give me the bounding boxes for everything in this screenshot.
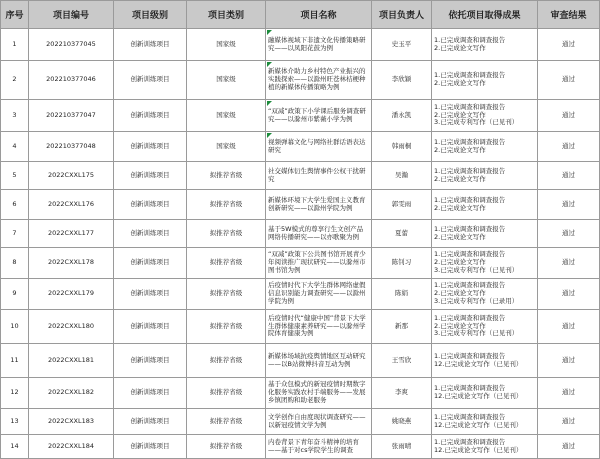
result-line: 1.已完成调查和调查报告 — [434, 71, 506, 80]
cell-seq — [1, 378, 29, 409]
cell-seq — [1, 61, 29, 100]
header-results: 依托项目取得成果 — [432, 1, 538, 29]
header-category: 项目类别 — [187, 1, 266, 29]
cell-results — [432, 344, 538, 378]
cell-project-name-text: 新媒体场域抗疫舆情地区互动研究——以B站微博抖音互动为例 — [268, 351, 366, 368]
cell-leader-text: 吴瀚 — [395, 170, 408, 179]
cell-code — [29, 61, 114, 100]
cell-category-text: 拟推荐省级 — [209, 170, 243, 179]
cell-seq — [1, 310, 29, 344]
table-header-row — [1, 1, 600, 29]
cell-code — [29, 279, 114, 310]
cell-seq — [1, 132, 29, 162]
cell-category — [187, 132, 266, 162]
cell-seq — [1, 162, 29, 190]
cell-review: 通过 — [538, 435, 600, 459]
cell-project-name-text: “双减”政策下公共图书馆开展青少年阅读推广现状研究——以滁州市图书馆为例 — [268, 250, 366, 274]
cell-category — [187, 29, 266, 61]
cell-level — [114, 100, 187, 132]
table-row[interactable] — [1, 220, 600, 248]
table-row[interactable] — [1, 435, 600, 459]
cell-code-text: 2022CXXL180 — [47, 321, 94, 330]
cell-category — [187, 409, 266, 435]
table-row[interactable] — [1, 344, 600, 378]
cell-category — [187, 61, 266, 100]
cell-category-text: 拟推荐省级 — [209, 321, 243, 330]
cell-level — [114, 220, 187, 248]
cell-code — [29, 162, 114, 190]
cell-seq-text: 3 — [12, 110, 17, 119]
cell-code — [29, 132, 114, 162]
result-line: 2.已完成论文写作 — [434, 203, 486, 212]
cell-code — [29, 29, 114, 61]
header-code: 项目编号 — [29, 1, 114, 29]
cell-comment-marker — [267, 62, 272, 67]
table-row[interactable] — [1, 29, 600, 61]
cell-review: 通过 — [538, 190, 600, 220]
table-row[interactable] — [1, 100, 600, 132]
cell-code-text: 2022CXXL184 — [47, 441, 94, 450]
cell-project-name — [266, 61, 372, 100]
cell-leader — [372, 190, 432, 220]
cell-results — [432, 61, 538, 100]
cell-level-text: 创新训练项目 — [130, 416, 170, 425]
cell-review: 通过 — [538, 409, 600, 435]
cell-results — [432, 100, 538, 132]
cell-level — [114, 409, 187, 435]
result-line: 1.已完成调查和调查报告 — [434, 35, 506, 44]
cell-seq — [1, 248, 29, 279]
cell-leader — [372, 310, 432, 344]
cell-project-name — [266, 310, 372, 344]
cell-review: 通过 — [538, 162, 600, 190]
cell-level — [114, 132, 187, 162]
cell-leader-text: 夏蕾 — [395, 228, 408, 237]
cell-project-name — [266, 378, 372, 409]
cell-seq-text: 1 — [12, 39, 17, 48]
cell-leader — [372, 279, 432, 310]
cell-results — [432, 378, 538, 409]
table-row[interactable] — [1, 61, 600, 100]
cell-results — [432, 279, 538, 310]
cell-category-text: 拟推荐省级 — [209, 289, 243, 298]
table-row[interactable] — [1, 162, 600, 190]
cell-category-text: 拟推荐省级 — [209, 355, 243, 364]
cell-category — [187, 310, 266, 344]
cell-seq — [1, 29, 29, 61]
result-line: 2.已完成论文写作 — [434, 145, 486, 154]
result-line: 1.已完成调查和调查报告 — [434, 224, 506, 233]
cell-results — [432, 162, 538, 190]
cell-leader-text: 史玉平 — [391, 39, 412, 48]
cell-category-text: 拟推荐省级 — [209, 388, 243, 397]
result-line: 12.已完成论文写作（已见刊） — [434, 445, 523, 454]
cell-project-name-text: 社交媒体衍生舆情事件公权干扰研究 — [268, 166, 366, 183]
cell-project-name-text: 基于众包模式的新冠疫情时期数字化服务实践农村手端服务——发展乡镇团购和助老服务 — [268, 380, 366, 404]
cell-seq-text: 14 — [10, 441, 19, 450]
cell-seq — [1, 190, 29, 220]
result-line: 1.已完成调查和调查报告 — [434, 281, 506, 290]
cell-level-text: 创新训练项目 — [130, 321, 170, 330]
cell-level-text: 创新训练项目 — [130, 355, 170, 364]
header-review: 审查结果 — [538, 1, 600, 29]
result-line: 1.已完成调查和调查报告 — [434, 250, 506, 259]
cell-leader — [372, 378, 432, 409]
cell-project-name-text: 后疫情时代“健康中国”背景下大学生群体健康素养研究——以滁州学院体育健康为例 — [268, 313, 366, 338]
cell-leader-text: 潘永凯 — [391, 110, 412, 119]
cell-project-name — [266, 100, 372, 132]
cell-project-name-text: 文学创作自由度现状调查研究——以新冠疫情文学为例 — [268, 412, 366, 429]
cell-project-name-text: 基于5W模式的尊享行生文创产品网络传播研究——以亦歌聚为例 — [268, 224, 364, 241]
cell-level-text: 创新训练项目 — [130, 199, 170, 208]
result-line: 1.已完成调查和调查报告 — [434, 412, 506, 421]
cell-category — [187, 220, 266, 248]
cell-seq — [1, 344, 29, 378]
cell-code — [29, 378, 114, 409]
cell-level-text: 创新训练项目 — [130, 289, 170, 298]
cell-project-name — [266, 162, 372, 190]
table-row[interactable] — [1, 132, 600, 162]
cell-code — [29, 435, 114, 459]
result-line: 12.已完成论文写作（已见刊） — [434, 359, 523, 368]
cell-code-text: 202210377045 — [46, 39, 96, 48]
result-line: 1.已完成调查和调查报告 — [434, 137, 506, 146]
result-line: 3.已完成专利写作（已见刊） — [434, 265, 519, 274]
cell-project-name-text: 新媒体环境下大学生爱国主义教育创新研究——以滁州学院为例 — [268, 195, 366, 212]
cell-review: 通过 — [538, 279, 600, 310]
cell-seq-text: 7 — [12, 228, 17, 237]
result-line: 3.已完成专利写作（已录用） — [434, 296, 519, 305]
result-line: 2.已完成论文写作 — [434, 43, 486, 52]
cell-level — [114, 310, 187, 344]
cell-seq-text: 8 — [12, 258, 17, 267]
cell-results — [432, 409, 538, 435]
cell-code — [29, 248, 114, 279]
result-line: 1.已完成调查和调查报告 — [434, 166, 506, 175]
cell-level — [114, 162, 187, 190]
cell-seq-text: 10 — [10, 321, 19, 330]
cell-seq — [1, 100, 29, 132]
cell-seq-text: 5 — [12, 170, 17, 179]
cell-code — [29, 409, 114, 435]
cell-level — [114, 190, 187, 220]
cell-review: 通过 — [538, 100, 600, 132]
cell-level — [114, 29, 187, 61]
cell-level-text: 创新训练项目 — [130, 170, 170, 179]
cell-code-text: 2022CXXL175 — [47, 170, 94, 179]
cell-review: 通过 — [538, 61, 600, 100]
result-line: 1.已完成调查和调查报告 — [434, 313, 506, 322]
header-leader: 项目负责人 — [372, 1, 432, 29]
table-row[interactable] — [1, 190, 600, 220]
result-line: 12.已完成论文写作（已见刊） — [434, 420, 523, 429]
result-line: 1.已完成调查和调查报告 — [434, 102, 506, 111]
cell-level — [114, 435, 187, 459]
result-line: 2.已完成论文写作 — [434, 174, 486, 183]
cell-level — [114, 378, 187, 409]
cell-project-name-text: 后疫情时代下大学生群体网络虚假信息识别能力调查研究——以滁州学院为例 — [268, 281, 366, 305]
cell-code-text: 2022CXXL183 — [47, 416, 94, 425]
cell-review: 通过 — [538, 344, 600, 378]
cell-review: 通过 — [538, 220, 600, 248]
cell-seq-text: 2 — [12, 75, 17, 84]
result-line: 2.已完成论文写作 — [434, 110, 486, 119]
cell-project-name-text: “双减”政策下小学课后服务调查研究——以滁州市紫薇小学为例 — [268, 106, 366, 123]
cell-project-name-text: 融媒体视域下非遗文化传播策略研究——以凤阳花鼓为例 — [268, 35, 366, 52]
cell-comment-marker — [267, 133, 272, 138]
cell-category — [187, 279, 266, 310]
cell-project-name — [266, 190, 372, 220]
cell-leader-text: 新那 — [395, 321, 408, 330]
cell-level-text: 创新训练项目 — [130, 39, 170, 48]
header-name: 项目名称 — [266, 1, 372, 29]
cell-seq — [1, 409, 29, 435]
cell-category — [187, 162, 266, 190]
cell-seq-text: 4 — [12, 141, 17, 150]
cell-category — [187, 378, 266, 409]
cell-seq-text: 11 — [10, 355, 19, 364]
cell-seq — [1, 220, 29, 248]
cell-results — [432, 132, 538, 162]
cell-review: 通过 — [538, 132, 600, 162]
result-line: 1.已完成调查和调查报告 — [434, 437, 506, 446]
cell-code-text: 202210377047 — [46, 110, 96, 119]
cell-level-text: 创新训练项目 — [130, 141, 170, 150]
cell-seq-text: 9 — [12, 289, 17, 298]
cell-results — [432, 435, 538, 459]
cell-review: 通过 — [538, 248, 600, 279]
cell-code-text: 2022CXXL181 — [47, 355, 94, 364]
cell-leader — [372, 132, 432, 162]
cell-review: 通过 — [538, 310, 600, 344]
cell-category-text: 国家级 — [216, 39, 236, 48]
cell-category-text: 拟推荐省级 — [209, 416, 243, 425]
cell-project-name — [266, 409, 372, 435]
cell-level — [114, 279, 187, 310]
cell-level — [114, 344, 187, 378]
result-line: 1.已完成调查和调查报告 — [434, 195, 506, 204]
cell-comment-marker — [267, 101, 272, 106]
cell-leader-text: 李爽 — [395, 388, 408, 397]
header-seq: 序号 — [1, 1, 29, 29]
cell-code — [29, 344, 114, 378]
cell-level — [114, 61, 187, 100]
cell-code — [29, 100, 114, 132]
cell-code — [29, 220, 114, 248]
cell-project-name — [266, 435, 372, 459]
cell-leader — [372, 248, 432, 279]
cell-project-name-text: 新媒体介助力乡村特色产业振兴的实践探索——以滁州旺苍林桔梗种植的新媒体传播策略为例 — [268, 67, 366, 91]
table-row[interactable] — [1, 248, 600, 279]
cell-category — [187, 344, 266, 378]
cell-project-name-text: 内卷背景下青年奋斗精神的培育——基于对cs学院学生的调查 — [268, 437, 359, 454]
cell-level-text: 创新训练项目 — [130, 75, 170, 84]
cell-category — [187, 190, 266, 220]
cell-project-name — [266, 279, 372, 310]
cell-comment-marker — [267, 30, 272, 35]
cell-code-text: 2022CXXL176 — [47, 199, 94, 208]
cell-leader-text: 李欣颖 — [391, 75, 412, 84]
cell-leader — [372, 409, 432, 435]
cell-leader — [372, 162, 432, 190]
cell-project-name — [266, 248, 372, 279]
cell-results — [432, 220, 538, 248]
cell-leader — [372, 29, 432, 61]
cell-review: 通过 — [538, 378, 600, 409]
cell-seq-text: 13 — [10, 416, 19, 425]
cell-code-text: 202210377046 — [46, 75, 96, 84]
cell-leader — [372, 220, 432, 248]
cell-project-name — [266, 132, 372, 162]
result-line: 1.已完成调查和调查报告 — [434, 351, 506, 360]
cell-category-text: 拟推荐省级 — [209, 441, 243, 450]
cell-code-text: 202210377048 — [46, 141, 96, 150]
cell-level-text: 创新训练项目 — [130, 110, 170, 119]
table-row[interactable] — [1, 279, 600, 310]
cell-code-text: 2022CXXL177 — [47, 228, 94, 237]
cell-category-text: 国家级 — [216, 141, 236, 150]
cell-leader-text: 姚晓燕 — [391, 416, 412, 425]
cell-project-name-text: 视频弹幕文化与网络社群话语表达研究 — [268, 137, 366, 154]
cell-leader-text: 陈钊习 — [391, 258, 412, 267]
cell-review: 通过 — [538, 29, 600, 61]
cell-code-text: 2022CXXL178 — [47, 258, 94, 267]
cell-category-text: 国家级 — [216, 110, 236, 119]
cell-code-text: 2022CXXL179 — [47, 289, 94, 298]
cell-code — [29, 190, 114, 220]
cell-results — [432, 29, 538, 61]
cell-project-name — [266, 220, 372, 248]
cell-leader — [372, 61, 432, 100]
cell-category-text: 拟推荐省级 — [209, 258, 243, 267]
result-line: 12.已完成论文写作（已见刊） — [434, 392, 523, 400]
cell-level — [114, 248, 187, 279]
result-line: 2.已完成论文写作 — [434, 321, 486, 330]
cell-project-name — [266, 344, 372, 378]
cell-category-text: 拟推荐省级 — [209, 228, 243, 237]
cell-leader-text: 韩雨桐 — [391, 141, 412, 150]
result-line: 3.已完成专利写作（已见刊） — [434, 118, 519, 127]
table-row[interactable] — [1, 378, 600, 409]
table-row[interactable] — [1, 310, 600, 344]
cell-results — [432, 190, 538, 220]
cell-level-text: 创新训练项目 — [130, 258, 170, 267]
cell-leader-text: 郭雯雨 — [391, 199, 412, 208]
cell-code-text: 2022CXXL182 — [47, 388, 94, 397]
cell-seq — [1, 279, 29, 310]
cell-category — [187, 100, 266, 132]
cell-leader-text: 张雨晴 — [391, 441, 412, 450]
cell-seq-text: 12 — [10, 388, 19, 397]
cell-leader-text: 陈娟 — [395, 289, 408, 298]
cell-category — [187, 435, 266, 459]
cell-results — [432, 310, 538, 344]
cell-seq-text: 6 — [12, 199, 17, 208]
cell-leader — [372, 100, 432, 132]
table-row[interactable] — [1, 409, 600, 435]
result-line: 2.已完成论文写作 — [434, 232, 486, 241]
result-line: 3.已完成专利写作（已见刊） — [434, 329, 519, 338]
cell-leader — [372, 435, 432, 459]
result-line: 1.已完成调查和调查报告 — [434, 384, 506, 393]
cell-level-text: 创新训练项目 — [130, 388, 170, 397]
result-line: 2.已完成论文写作 — [434, 79, 486, 87]
cell-level-text: 创新训练项目 — [130, 228, 170, 237]
cell-code — [29, 310, 114, 344]
cell-results — [432, 248, 538, 279]
result-line: 2.已完成论文写作 — [434, 258, 486, 267]
cell-category — [187, 248, 266, 279]
cell-seq — [1, 435, 29, 459]
cell-project-name — [266, 29, 372, 61]
cell-category-text: 国家级 — [216, 75, 236, 84]
cell-category-text: 拟推荐省级 — [209, 199, 243, 208]
cell-leader — [372, 344, 432, 378]
cell-leader-text: 王雪欣 — [391, 355, 412, 364]
header-level: 项目级别 — [114, 1, 187, 29]
result-line: 2.已完成论文写作 — [434, 289, 486, 298]
cell-level-text: 创新训练项目 — [130, 441, 170, 450]
